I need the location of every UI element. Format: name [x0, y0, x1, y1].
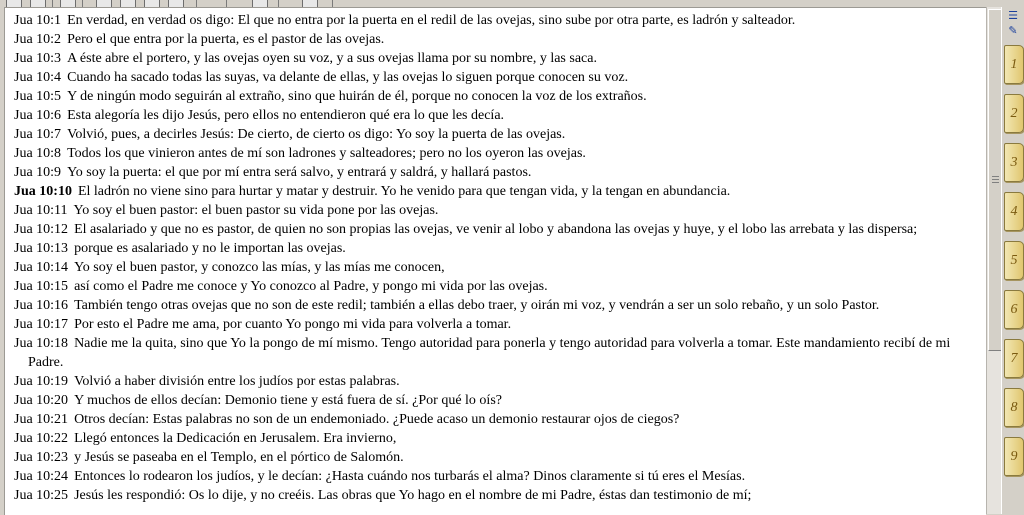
verse-row[interactable]: [5, 448, 986, 467]
verse-text: En verdad, en verdad os digo: El que no entra por la puerta en el redil de las ovejas, sino sube por otra parte, es ladrón y salteador.: [67, 13, 796, 28]
toolbar-separator: [82, 0, 83, 7]
verse-row[interactable]: [5, 372, 986, 391]
verse-text: Nadie me la quita, sino que Yo la pongo de mí mismo. Tengo autoridad para ponerla y tengo autoridad para volverla a tomar. Este mandamiento recibí de mi Padre.: [28, 336, 951, 370]
verse-row[interactable]: [5, 296, 986, 315]
verse-text: Pero el que entra por la puerta, es el pastor de las ovejas.: [67, 32, 385, 47]
verse-row[interactable]: [5, 201, 986, 220]
toolbar-button[interactable]: [30, 0, 46, 7]
verse-row[interactable]: [5, 182, 986, 201]
verse-reference: Jua 10:5: [14, 89, 62, 104]
chapter-tab[interactable]: 8: [1004, 388, 1024, 427]
verse-reference: Jua 10:17: [14, 317, 69, 332]
verse-reference: Jua 10:9: [14, 165, 62, 180]
scrollbar-grip: [992, 176, 999, 177]
verse-text: Yo soy el buen pastor: el buen pastor su vida pone por las ovejas.: [73, 203, 439, 218]
verse-row[interactable]: [5, 467, 986, 486]
scrollbar-grip: [992, 179, 999, 180]
chapter-tab[interactable]: 1: [1004, 45, 1024, 84]
verse-reference: Jua 10:3: [14, 51, 62, 66]
toolbar-button[interactable]: [302, 0, 318, 7]
verse-text: También tengo otras ovejas que no son de este redil; también a ellas debo traer, y oirán mi voz, y vendrán a ser un solo rebaño, y un solo Pastor.: [74, 298, 880, 313]
toolbar-separator: [226, 0, 227, 7]
verse-text: así como el Padre me conoce y Yo conozco al Padre, y pongo mi vida por las ovejas.: [74, 279, 548, 294]
toolbar-button[interactable]: [168, 0, 184, 7]
verse-row[interactable]: [5, 239, 986, 258]
verse-reference: Jua 10:15: [14, 279, 69, 294]
verse-reference: Jua 10:14: [14, 260, 69, 275]
bible-text-pane[interactable]: [4, 7, 986, 515]
toolbar-separator: [196, 0, 197, 7]
verse-text: Y muchos de ellos decían: Demonio tiene y está fuera de sí. ¿Por qué lo oís?: [74, 393, 502, 408]
verse-text: A éste abre el portero, y las ovejas oyen su voz, y a sus ovejas llama por su nombre, y las saca.: [67, 51, 597, 66]
pin-icon[interactable]: ✎: [1008, 24, 1018, 37]
verse-row[interactable]: [5, 49, 986, 68]
verse-reference: Jua 10:24: [14, 469, 69, 484]
verse-row[interactable]: [5, 277, 986, 296]
verse-text: Esta alegoría les dijo Jesús, pero ellos no entendieron qué era lo que les decía.: [67, 108, 505, 123]
verse-text: Todos los que vinieron antes de mí son ladrones y salteadores; pero no los oyeron las ovejas.: [67, 146, 586, 161]
verse-text: Volvió a haber división entre los judíos por estas palabras.: [74, 374, 400, 389]
verse-reference: Jua 10:6: [14, 108, 62, 123]
verse-reference: Jua 10:12: [14, 222, 69, 237]
scrollbar-thumb[interactable]: [988, 9, 1002, 351]
verse-row[interactable]: [5, 391, 986, 410]
chapter-tab[interactable]: 7: [1004, 339, 1024, 378]
toolbar-separator: [332, 0, 333, 7]
toolbar-button[interactable]: [252, 0, 268, 7]
verse-text: Llegó entonces la Dedicación en Jerusalem. Era invierno,: [74, 431, 397, 446]
verse-row[interactable]: [5, 144, 986, 163]
verse-row[interactable]: [5, 87, 986, 106]
chapter-tab[interactable]: 3: [1004, 143, 1024, 182]
verse-text: Cuando ha sacado todas las suyas, va delante de ellas, y las ovejas lo siguen porque conocen su voz.: [67, 70, 629, 85]
chapter-tab[interactable]: 6: [1004, 290, 1024, 329]
verse-reference: Jua 10:1: [14, 13, 62, 28]
toolbar-button[interactable]: [96, 0, 112, 7]
verse-row[interactable]: [5, 486, 986, 505]
verse-text: Por esto el Padre me ama, por cuanto Yo pongo mi vida para volverla a tomar.: [74, 317, 512, 332]
chapter-tab[interactable]: 9: [1004, 437, 1024, 476]
verse-reference: Jua 10:20: [14, 393, 69, 408]
chapter-tab[interactable]: 4: [1004, 192, 1024, 231]
verse-reference: Jua 10:13: [14, 241, 69, 256]
verse-row[interactable]: [5, 125, 986, 144]
verse-row[interactable]: [5, 106, 986, 125]
chapter-sidebar: [1001, 7, 1024, 514]
verse-row[interactable]: [5, 68, 986, 87]
verse-text: Jesús les respondió: Os lo dije, y no creéis. Las obras que Yo hago en el nombre de mi Padre, éstas dan testimonio de mí;: [74, 488, 752, 503]
list-icon[interactable]: ☰: [1008, 9, 1018, 22]
toolbar-button[interactable]: [144, 0, 160, 7]
verse-reference: Jua 10:7: [14, 127, 62, 142]
verse-row[interactable]: [5, 429, 986, 448]
verse-text: porque es asalariado y no le importan las ovejas.: [74, 241, 346, 256]
verse-row[interactable]: [5, 334, 986, 372]
verse-text: El ladrón no viene sino para hurtar y matar y destruir. Yo he venido para que tengan vida, y la tengan en abundancia.: [77, 184, 731, 199]
verse-row[interactable]: [5, 163, 986, 182]
scrollbar-grip: [992, 182, 999, 183]
toolbar: [0, 0, 1024, 7]
verse-reference: Jua 10:21: [14, 412, 69, 427]
verse-reference: Jua 10:4: [14, 70, 62, 85]
toolbar-button[interactable]: [120, 0, 136, 7]
verse-reference: Jua 10:8: [14, 146, 62, 161]
verse-row[interactable]: [5, 410, 986, 429]
toolbar-button[interactable]: [6, 0, 22, 7]
verse-text: y Jesús se paseaba en el Templo, en el pórtico de Salomón.: [74, 450, 404, 465]
verse-row[interactable]: [5, 220, 986, 239]
verse-reference: Jua 10:11: [14, 203, 68, 218]
verse-reference: Jua 10:23: [14, 450, 69, 465]
verse-reference: Jua 10:22: [14, 431, 69, 446]
verse-reference: Jua 10:16: [14, 298, 69, 313]
verse-reference: Jua 10:2: [14, 32, 62, 47]
verse-row[interactable]: [5, 11, 986, 30]
verse-text: Yo soy la puerta: el que por mí entra será salvo, y entrará y saldrá, y hallará pastos.: [67, 165, 532, 180]
verse-text: Entonces lo rodearon los judíos, y le decían: ¿Hasta cuándo nos turbarás el alma? Dinos claramente si tú eres el Mesías.: [74, 469, 746, 484]
verse-text: Volvió, pues, a decirles Jesús: De cierto, de cierto os digo: Yo soy la puerta de las ovejas.: [67, 127, 566, 142]
verse-row[interactable]: [5, 315, 986, 334]
toolbar-separator: [278, 0, 279, 7]
toolbar-button[interactable]: [60, 0, 76, 7]
chapter-tab[interactable]: 5: [1004, 241, 1024, 280]
verse-reference: Jua 10:25: [14, 488, 69, 503]
verse-reference: Jua 10:18: [14, 336, 69, 351]
verse-reference: Jua 10:19: [14, 374, 69, 389]
verse-text: Y de ningún modo seguirán al extraño, sino que huirán de él, porque no conocen la voz de los extraños.: [67, 89, 647, 104]
verse-text: El asalariado y que no es pastor, de quien no son propias las ovejas, ve venir al lobo y abandona las ovejas y huye, y el lobo las arrebata y las dispersa;: [74, 222, 918, 237]
verse-reference: Jua 10:10: [14, 184, 72, 199]
verse-row[interactable]: [5, 258, 986, 277]
vertical-scrollbar[interactable]: [986, 7, 1001, 514]
verse-text: Yo soy el buen pastor, y conozco las mías, y las mías me conocen,: [74, 260, 445, 275]
toolbar-separator: [52, 0, 53, 7]
chapter-tab[interactable]: 2: [1004, 94, 1024, 133]
verse-text: Otros decían: Estas palabras no son de un endemoniado. ¿Puede acaso un demonio restaurar ojos de ciegos?: [74, 412, 680, 427]
verse-row[interactable]: [5, 30, 986, 49]
